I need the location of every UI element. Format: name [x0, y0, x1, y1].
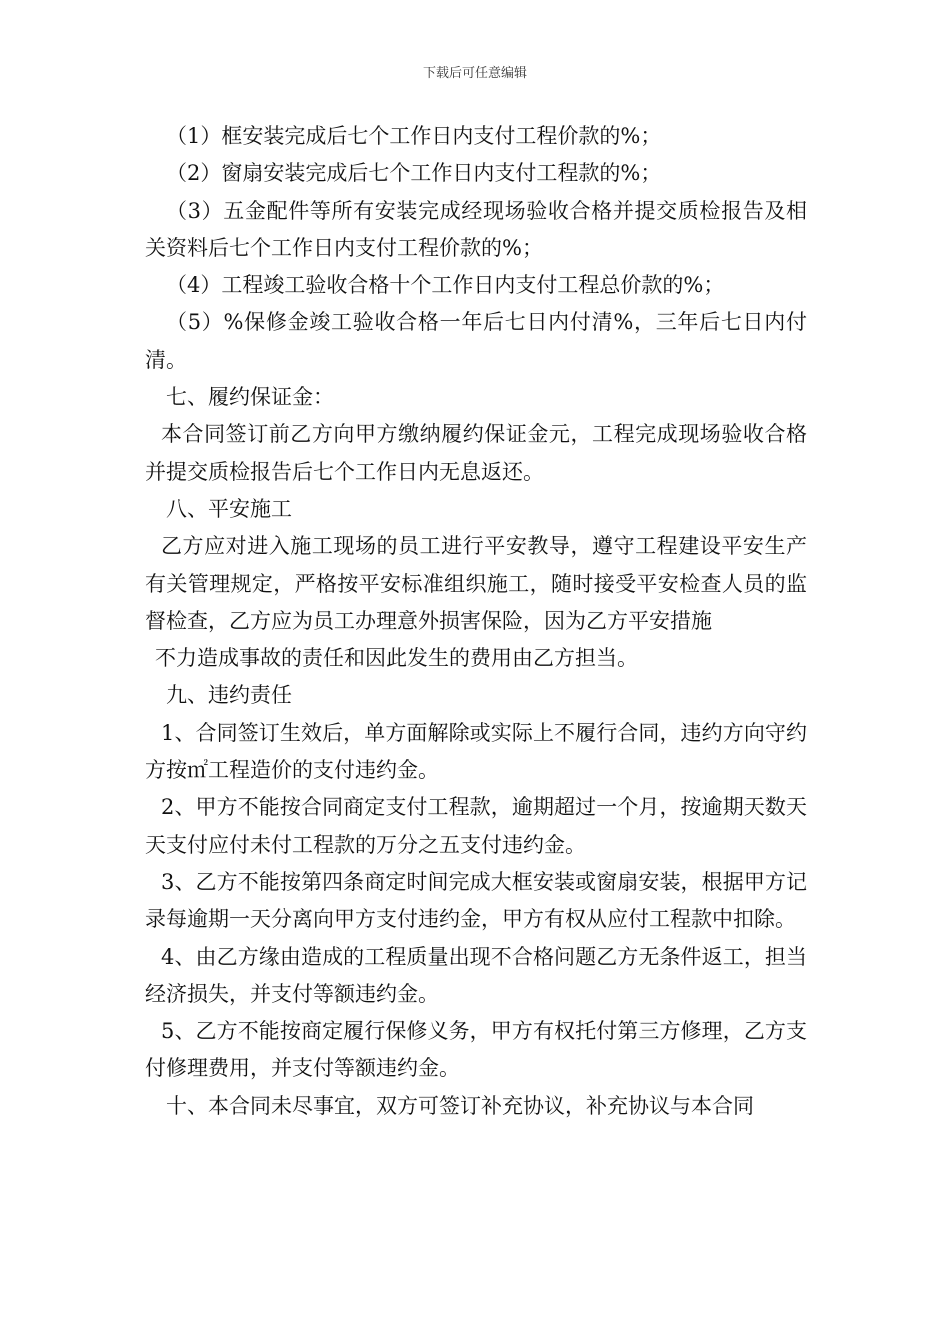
safe-construction-paragraph: 乙方应对进入施工现场的员工进行平安教导，遵守工程建设平安生产有关管理规定，严格按平安标准组织施工，随时接受平安检查人员的监督检查，乙方应为员工办理意外损害保险，因为乙方平安措施: [145, 534, 807, 633]
payment-item-4: （4）工程竣工验收合格十个工作日内支付工程总价款的%；: [166, 273, 725, 298]
performance-bond-paragraph: 本合同签订前乙方向甲方缴纳履约保证金元，工程完成现场验收合格并提交质检报告后七个工作日内无息返还。: [145, 422, 807, 484]
section-heading-performance-bond: 七、履约保证金：: [166, 385, 334, 410]
page-header-note: 下载后可任意编辑: [422, 66, 527, 81]
breach-item-4: 4、由乙方缘由造成的工程质量出现不合格问题乙方无条件返工，担当经济损失，并支付等额违约金。: [145, 944, 807, 1006]
section-heading-breach-liability: 九、违约责任: [166, 683, 292, 708]
safe-construction-continuation: 不力造成事故的责任和因此发生的费用由乙方担当。: [155, 646, 638, 671]
breach-item-1: 1、合同签订生效后，单方面解除或实际上不履行合同，违约方向守约方按㎡工程造价的支付违约金。: [145, 720, 807, 783]
breach-item-2: 2、甲方不能按合同商定支付工程款，逾期超过一个月，按逾期天数天天支付应付未付工程款的万分之五支付违约金。: [145, 795, 807, 857]
payment-item-1: （1）框安装完成后七个工作日内支付工程价款的%；: [166, 124, 662, 148]
breach-item-3: 3、乙方不能按第四条商定时间完成大框安装或窗扇安装，根据甲方记录每逾期一天分离向甲方支付违约金，甲方有权从应付工程款中扣除。: [145, 869, 807, 932]
section-heading-safe-construction: 八、平安施工: [166, 496, 292, 521]
payment-item-2: （2）窗扇安装完成后七个工作日内支付工程款的%；: [166, 161, 662, 186]
payment-item-5: （5）%保修金竣工验收合格一年后七日内付清%，三年后七日内付清。: [145, 310, 807, 372]
contract-body: [145, 118, 807, 1125]
payment-item-3: （3）五金配件等所有安装完成经现场验收合格并提交质检报告及相关资料后七个工作日内支付工程价款的%；: [145, 198, 807, 260]
breach-item-5: 5、乙方不能按商定履行保修义务，甲方有权托付第三方修理，乙方支付修理费用，并支付等额违约金。: [145, 1019, 807, 1081]
section-heading-supplementary: 十、本合同未尽事宜，双方可签订补充协议，补充协议与本合同: [166, 1093, 754, 1118]
